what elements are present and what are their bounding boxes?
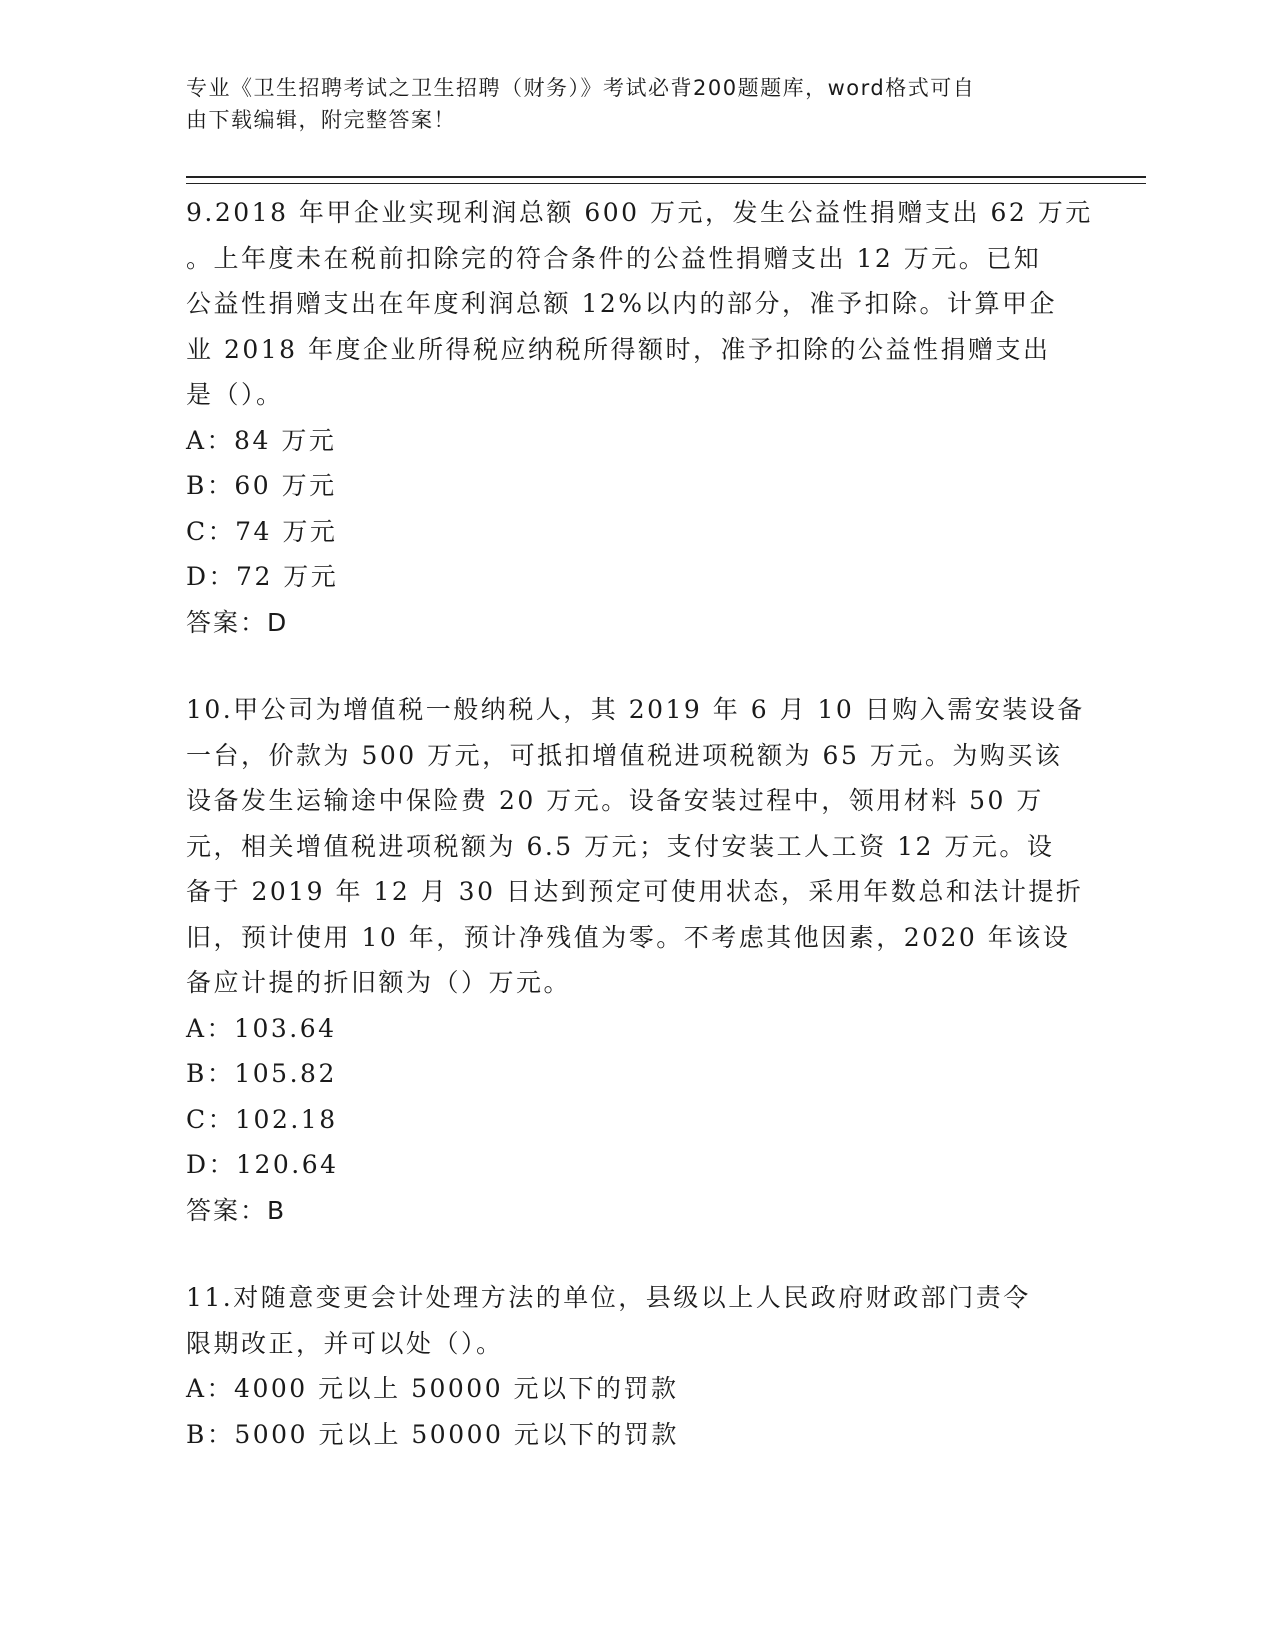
header-line: 专业《卫生招聘考试之卫生招聘（财务）》考试必背200题题库，word格式可自 (186, 76, 976, 100)
question-stem-line: 限期改正，并可以处（）。 (186, 1328, 504, 1358)
question-stem-line: 业 2018 年度企业所得税应纳税所得额时，准予扣除的公益性捐赠支出 (186, 334, 1051, 364)
question-stem-line: 元，相关增值税进项税额为 6.5 万元；支付安装工人工资 12 万元。设 (186, 831, 1055, 861)
header-divider-thin (186, 183, 1146, 184)
option-c: C：102.18 (186, 1104, 338, 1134)
question-11 (186, 1275, 1086, 1457)
option-a: A：4000 元以上 50000 元以下的罚款 (186, 1374, 679, 1403)
option-a: A：84 万元 (186, 425, 337, 455)
question-10 (186, 687, 1086, 1233)
question-stem-line: 备于 2019 年 12 月 30 日达到预定可使用状态，采用年数总和法计提折 (186, 877, 1084, 906)
option-b: B：60 万元 (186, 471, 337, 500)
question-stem-line: 一台，价款为 500 万元，可抵扣增值税进项税额为 65 万元。为购买该 (186, 740, 1063, 770)
question-list (186, 190, 1093, 1499)
question-stem-line: 备应计提的折旧额为（）万元。 (186, 968, 572, 997)
question-stem-line: 9.2018 年甲企业实现利润总额 600 万元，发生公益性捐赠支出 62 万元 (186, 198, 1093, 227)
option-a: A：103.64 (186, 1013, 337, 1043)
question-stem-line: 旧，预计使用 10 年，预计净残值为零。不考虑其他因素，2020 年该设 (186, 922, 1071, 952)
question-stem-line: 公益性捐赠支出在年度利润总额 12%以内的部分，准予扣除。计算甲企 (186, 289, 1058, 318)
question-stem-line: 设备发生运输途中保险费 20 万元。设备安装过程中，领用材料 50 万 (186, 786, 1044, 815)
option-d: D：120.64 (186, 1150, 339, 1179)
option-b: B：105.82 (186, 1059, 337, 1088)
document-header (186, 72, 1066, 136)
option-b: B：5000 元以上 50000 元以下的罚款 (186, 1419, 679, 1449)
answer-label: 答案：D (186, 607, 289, 637)
header-line: 由下载编辑，附完整答案！ (186, 108, 456, 132)
question-stem-line: 10.甲公司为增值税一般纳税人，其 2019 年 6 月 10 日购入需安装设备 (186, 695, 1085, 724)
option-c: C：74 万元 (186, 516, 338, 546)
question-stem-line: 是（）。 (186, 380, 284, 409)
question-stem-line: 。上年度未在税前扣除完的符合条件的公益性捐赠支出 12 万元。已知 (186, 243, 1042, 273)
header-divider (186, 176, 1146, 178)
option-d: D：72 万元 (186, 562, 339, 591)
answer-label: 答案：B (186, 1195, 287, 1225)
question-9 (186, 190, 1093, 645)
question-stem-line: 11.对随意变更会计处理方法的单位，县级以上人民政府财政部门责令 (186, 1283, 1031, 1312)
